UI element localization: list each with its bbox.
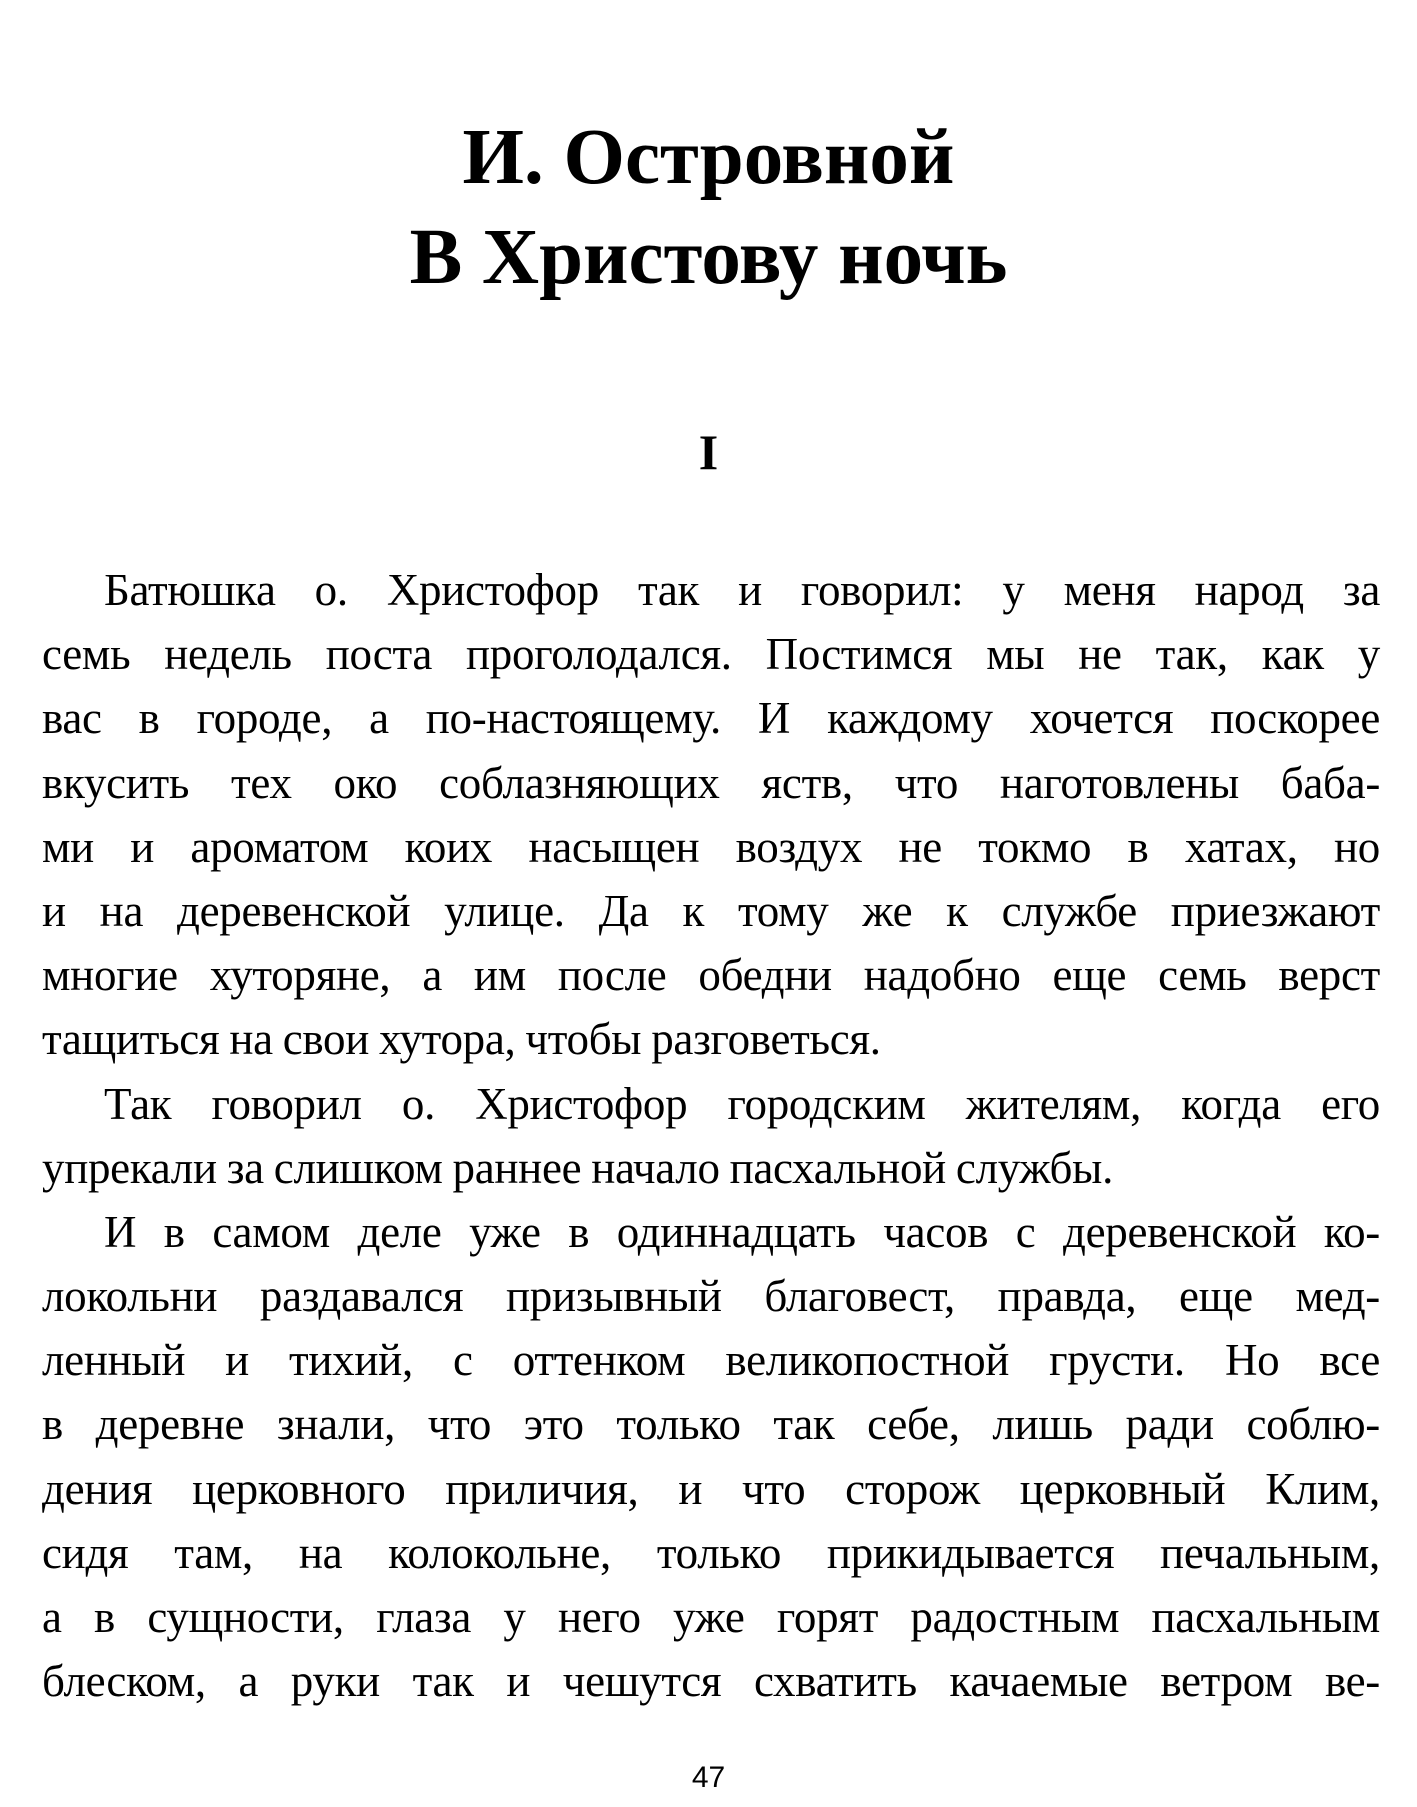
paragraph-line: вкусить тех око соблазняющих яств, что наготовлены баба- [42, 757, 1380, 808]
paragraph-line: Так говорил о. Христофор городским жителям, когда его [104, 1078, 1380, 1129]
paragraph-line: многие хуторяне, а им после обедни надобно еще семь верст [42, 950, 1380, 1001]
paragraph-line: сидя там, на колокольне, только прикидывается печальным, [42, 1527, 1380, 1578]
paragraph-line: и на деревенской улице. Да к тому же к службе приезжают [42, 885, 1380, 936]
paragraph-line: ленный и тихий, с оттенком великопостной грусти. Но все [42, 1335, 1380, 1386]
page-number: 47 [691, 1761, 726, 1794]
paragraph-line: тащиться на свои хутора, чтобы разговеться. [42, 1014, 881, 1065]
paragraph-line: блеском, а руки так и чешутся схватить качаемые ветром ве- [42, 1656, 1380, 1707]
paragraph-line: в деревне знали, что это только так себе, лишь ради соблю- [42, 1399, 1380, 1450]
paragraph-line: ми и ароматом коих насыщен воздух не токмо в хатах, но [42, 821, 1380, 872]
title-author: И. Островной [462, 114, 955, 201]
paragraph-line: а в сущности, глаза у него уже горят радостным пасхальным [42, 1592, 1380, 1642]
paragraph-line: Батюшка о. Христофор так и говорил: у меня народ за [104, 565, 1380, 615]
title-work: В Христову ночь [409, 214, 1008, 301]
section-number: I [698, 424, 719, 480]
paragraph-line: дения церковного приличия, и что сторож церковный Клим, [42, 1463, 1380, 1514]
paragraph-line: вас в городе, а по-настоящему. И каждому хочется поскорее [42, 693, 1380, 744]
paragraph-line: упрекали за слишком раннее начало пасхальной службы. [42, 1142, 1114, 1193]
paragraph-line: семь недель поста проголодался. Постимся мы не так, как у [42, 629, 1380, 680]
paragraph-line: И в самом деле уже в одиннадцать часов с деревенской ко- [104, 1206, 1380, 1257]
paragraph-line: локольни раздавался призывный благовест, правда, еще мед- [42, 1271, 1380, 1322]
body-text [42, 558, 1380, 1713]
